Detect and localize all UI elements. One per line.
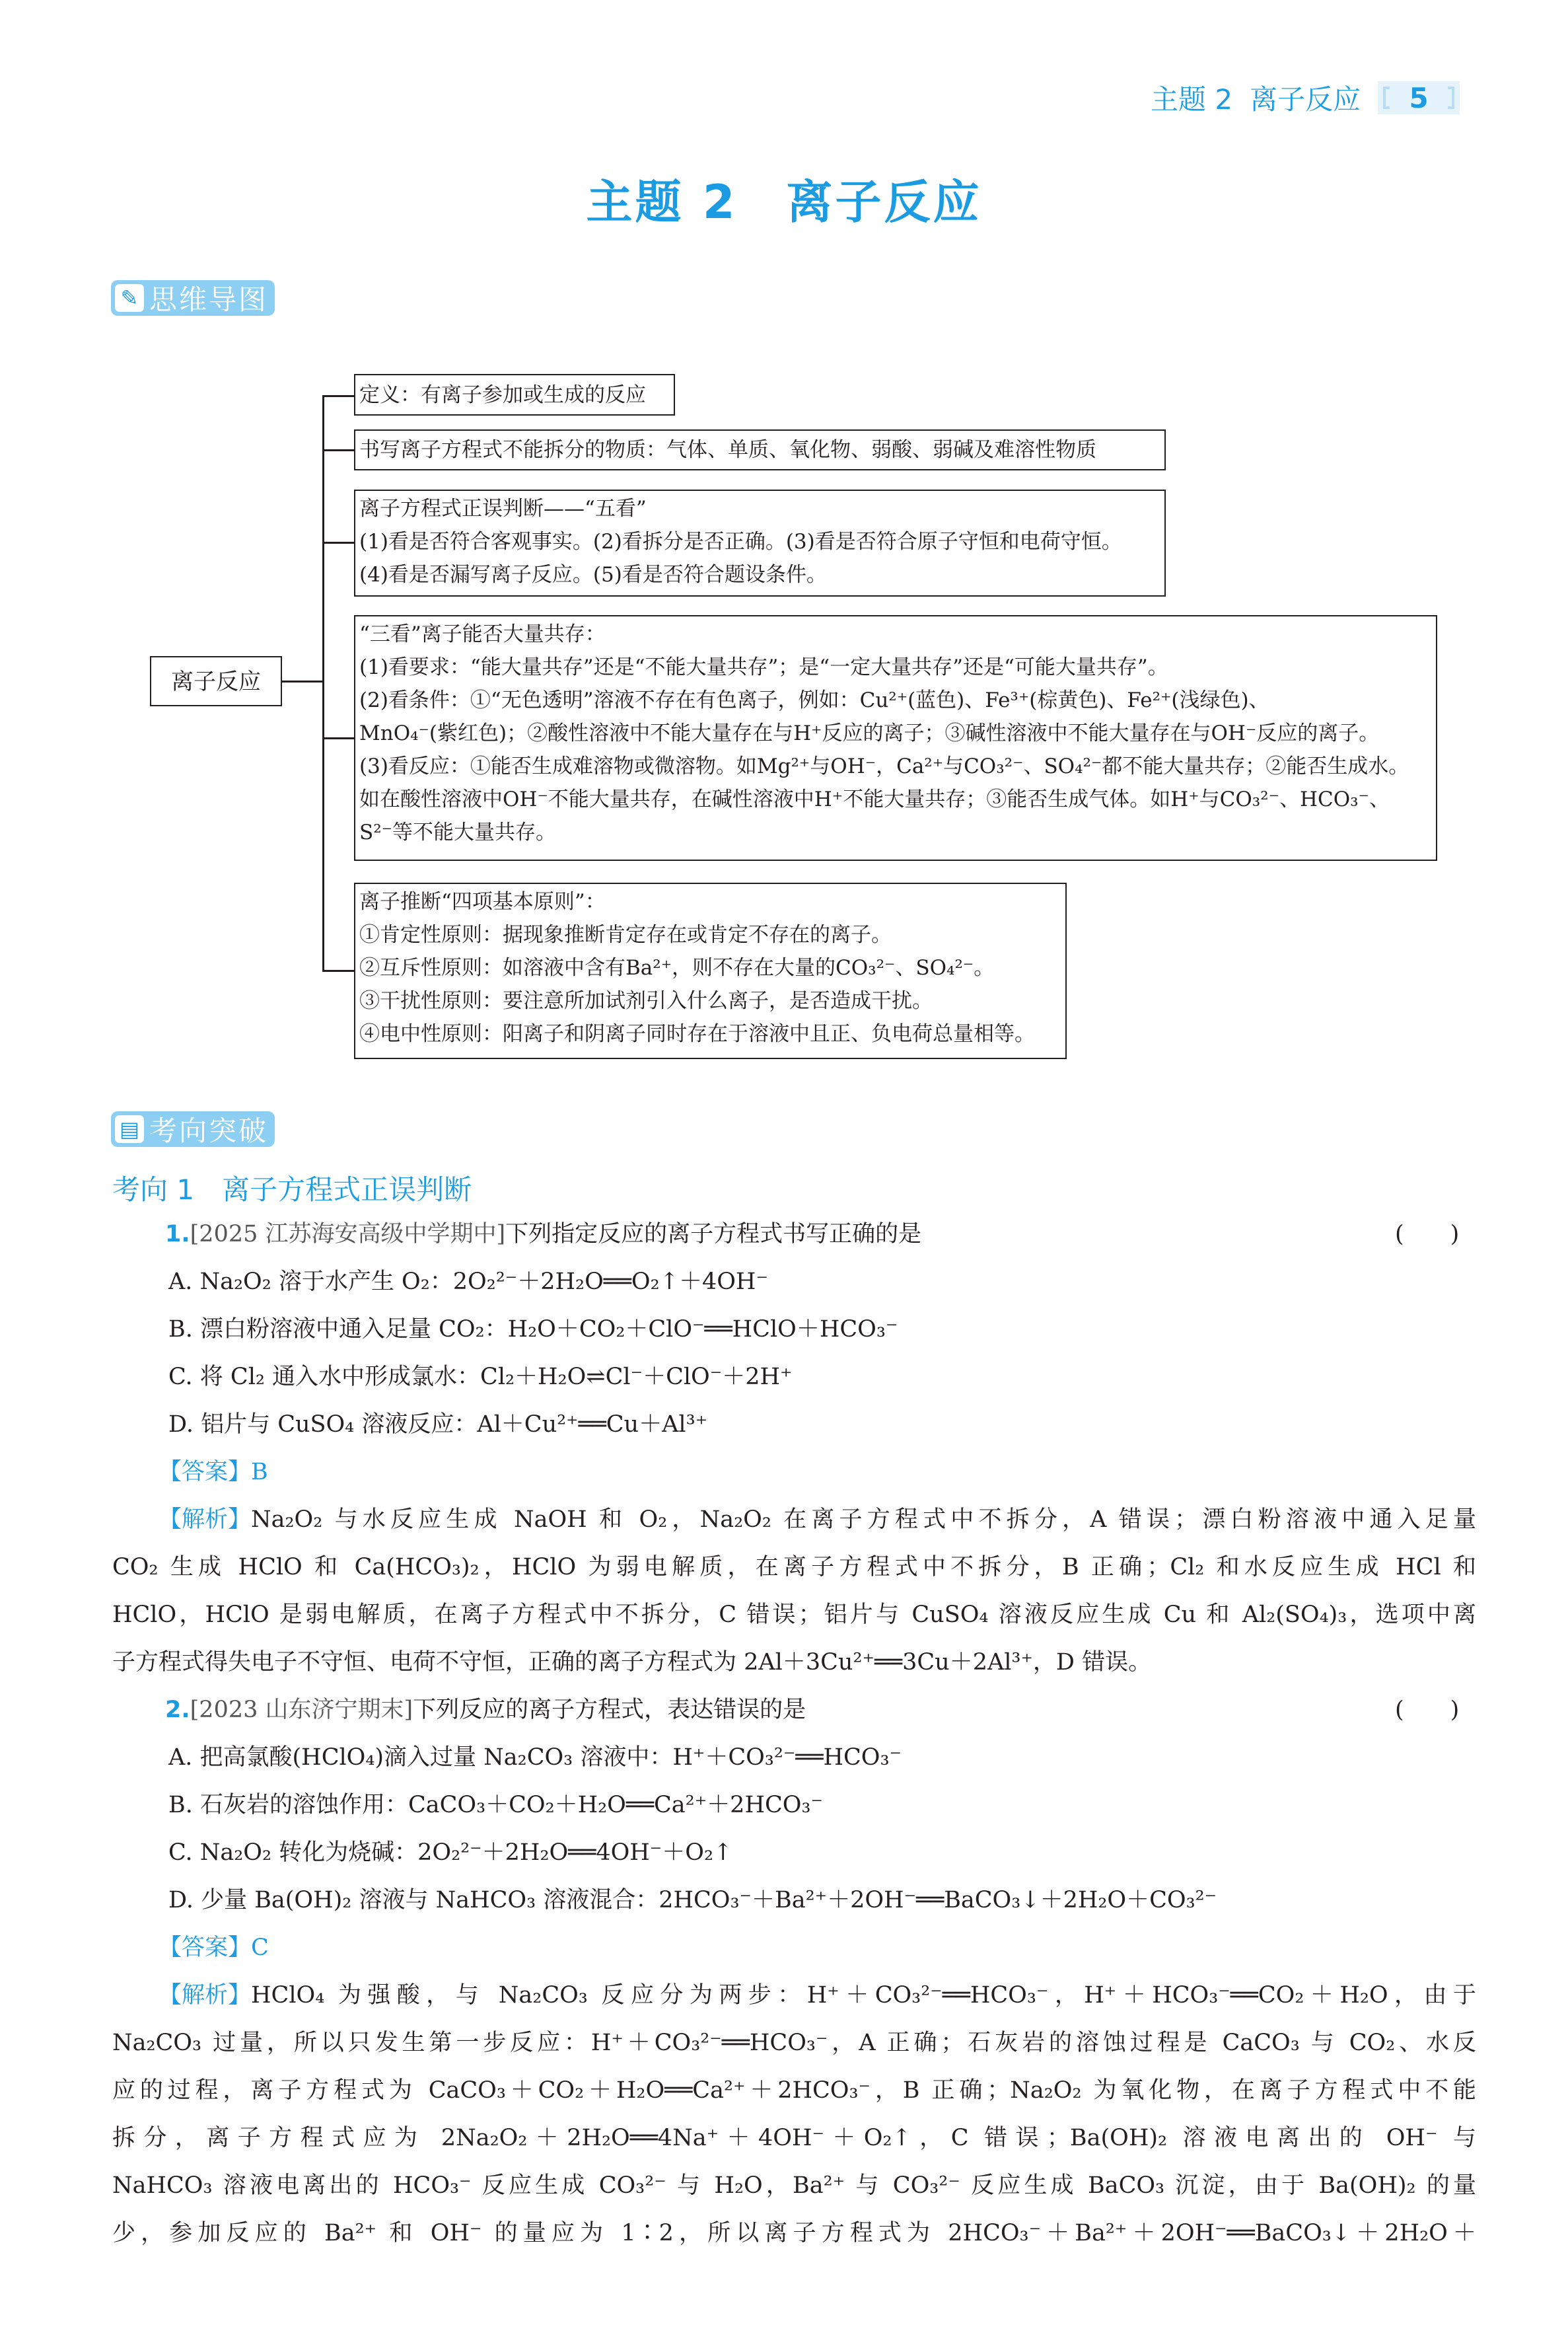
box-line: 离子方程式正误判断——“五看” bbox=[359, 497, 647, 521]
analysis-line: 少，参加反应的 Ba²⁺ 和 OH⁻ 的量应为 1∶2，所以离子方程式为 2HCO₃⁻＋Ba²⁺＋2OH⁻══BaCO₃↓＋2H₂O＋ bbox=[112, 2220, 1476, 2246]
box-line: S²⁻等不能大量共存。 bbox=[359, 821, 557, 844]
box-line: (1)看是否符合客观事实。(2)看拆分是否正确。(3)看是否符合原子守恒和电荷守恒。 bbox=[359, 530, 1122, 554]
question-number: 1. bbox=[165, 1221, 190, 1247]
mindmap-definition: 定义：有离子参加或生成的反应 bbox=[354, 374, 675, 416]
connector bbox=[322, 970, 354, 972]
page-title: 主题 2 离子反应 bbox=[586, 175, 982, 229]
page-number: 5 bbox=[1378, 81, 1460, 114]
answer bbox=[159, 1924, 269, 1972]
question-text: 下列反应的离子方程式，表达错误的是 bbox=[413, 1697, 806, 1723]
option-b: B. 漂白粉溶液中通入足量 CO₂：H₂O＋CO₂＋ClO⁻══HClO＋HCO₃⁻ bbox=[168, 1316, 898, 1343]
connector bbox=[322, 737, 354, 739]
mindmap-no-split: 书写离子方程式不能拆分的物质：气体、单质、氧化物、弱酸、弱碱及难溶性物质 bbox=[354, 429, 1166, 470]
analysis-line: 应的过程，离子方程式为 CaCO₃＋CO₂＋H₂O══Ca²⁺＋2HCO₃⁻，B 正确；Na₂O₂ 为氧化物，在离子方程式中不能 bbox=[112, 2077, 1476, 2104]
analysis-label: 【解析】 bbox=[159, 1982, 252, 2009]
option-a: A. Na₂O₂ 溶于水产生 O₂：2O₂²⁻＋2H₂O══O₂↑＋4OH⁻ bbox=[168, 1269, 768, 1295]
connector bbox=[322, 395, 354, 397]
analysis-line: NaHCO₃ 溶液电离出的 HCO₃⁻ 反应生成 CO₃²⁻ 与 H₂O，Ba²⁺ 与 CO₃²⁻ 反应生成 BaCO₃ 沉淀，由于 Ba(OH)₂ 的量 bbox=[112, 2172, 1476, 2199]
question-source: [2025 江苏海安高级中学期中] bbox=[190, 1221, 506, 1247]
pencil-icon: ✎ bbox=[115, 284, 144, 312]
mindmap-five-checks bbox=[354, 490, 1166, 597]
header-name: 离子反应 bbox=[1250, 83, 1361, 116]
section-heading: 考向 1 离子方程式正误判断 bbox=[112, 1173, 472, 1206]
analysis-label: 【解析】 bbox=[159, 1506, 252, 1533]
option-c: C. 将 Cl₂ 通入水中形成氯水：Cl₂＋H₂O⇌Cl⁻＋ClO⁻＋2H⁺ bbox=[168, 1364, 793, 1390]
question-number: 2. bbox=[165, 1697, 190, 1723]
running-header bbox=[1151, 78, 1460, 118]
box-line: ②互斥性原则：如溶液中含有Ba²⁺，则不存在大量的CO₃²⁻、SO₄²⁻。 bbox=[359, 956, 995, 980]
analysis-line: HClO，HClO 是弱电解质，在离子方程式中不拆分，C 错误；铝片与 CuSO₄ 溶液反应生成 Cu 和 Al₂(SO₄)₃，选项中离 bbox=[112, 1602, 1476, 1628]
header-topic: 主题 2 bbox=[1151, 83, 1233, 116]
box-line: (1)看要求：“能大量共存”还是“不能大量共存”；是“一定大量共存”还是“可能大量共存”。 bbox=[359, 655, 1168, 679]
answer-value: C bbox=[251, 1935, 269, 1961]
box-line: 如在酸性溶液中OH⁻不能大量共存，在碱性溶液中H⁺不能大量共存；③能否生成气体。如H⁺与CO₃²⁻、HCO₃⁻、 bbox=[359, 788, 1390, 811]
analysis-text: Na₂O₂ 与水反应生成 NaOH 和 O₂，Na₂O₂ 在离子方程式中不拆分，A 错误；漂白粉溶液中通入足量 bbox=[251, 1506, 1476, 1533]
analysis-line bbox=[159, 1496, 1476, 1543]
analysis-line bbox=[159, 1972, 1476, 2019]
connector bbox=[322, 395, 324, 971]
answer-blank: ( ) bbox=[1395, 1221, 1460, 1247]
box-line: ④电中性原则：阳离子和阴离子同时存在于溶液中且正、负电荷总量相等。 bbox=[359, 1022, 1035, 1046]
answer bbox=[159, 1448, 268, 1496]
analysis-line: Na₂CO₃ 过量，所以只发生第一步反应：H⁺＋CO₃²⁻══HCO₃⁻，A 正确；石灰岩的溶蚀过程是 CaCO₃ 与 CO₂、水反 bbox=[112, 2030, 1476, 2056]
question-2-stem bbox=[165, 1686, 806, 1734]
mindmap-badge-label: 思维导图 bbox=[149, 283, 269, 316]
mindmap-coexistence bbox=[354, 615, 1437, 861]
option-a: A. 把高氯酸(HClO₄)滴入过量 Na₂CO₃ 溶液中：H⁺＋CO₃²⁻══HCO₃⁻ bbox=[168, 1744, 902, 1771]
question-1-stem bbox=[165, 1210, 921, 1258]
option-d: D. 铝片与 CuSO₄ 溶液反应：Al＋Cu²⁺══Cu＋Al³⁺ bbox=[168, 1411, 708, 1438]
answer-label: 【答案】 bbox=[159, 1459, 252, 1485]
answer-label: 【答案】 bbox=[159, 1935, 252, 1961]
analysis-line: CO₂ 生成 HClO 和 Ca(HCO₃)₂，HClO 为弱电解质，在离子方程式中不拆分，B 正确；Cl₂ 和水反应生成 HCl 和 bbox=[112, 1554, 1476, 1580]
option-b: B. 石灰岩的溶蚀作用：CaCO₃＋CO₂＋H₂O══Ca²⁺＋2HCO₃⁻ bbox=[168, 1792, 823, 1818]
box-line: ③干扰性原则：要注意所加试剂引入什么离子，是否造成干扰。 bbox=[359, 989, 933, 1013]
mindmap-inference bbox=[354, 883, 1067, 1059]
section-badge-label: 考向突破 bbox=[149, 1115, 269, 1147]
box-line: 离子推断“四项基本原则”： bbox=[359, 890, 606, 914]
box-line: (4)看是否漏写离子反应。(5)看是否符合题设条件。 bbox=[359, 563, 827, 587]
box-line: (3)看反应：①能否生成难溶物或微溶物。如Mg²⁺与OH⁻，Ca²⁺与CO₃²⁻、SO₄²⁻都不能大量共存；②能否生成水。 bbox=[359, 755, 1409, 778]
analysis-text: HClO₄ 为强酸，与 Na₂CO₃ 反应分为两步：H⁺＋CO₃²⁻══HCO₃⁻，H⁺＋HCO₃⁻══CO₂＋H₂O，由于 bbox=[251, 1982, 1476, 2009]
box-line: ①肯定性原则：据现象推断肯定存在或肯定不存在的离子。 bbox=[359, 923, 892, 947]
question-text: 下列指定反应的离子方程式书写正确的是 bbox=[505, 1221, 922, 1247]
connector bbox=[282, 681, 323, 683]
analysis-line: 拆分，离子方程式应为 2Na₂O₂＋2H₂O══4Na⁺＋4OH⁻＋O₂↑，C 错误；Ba(OH)₂ 溶液电离出的 OH⁻ 与 bbox=[112, 2125, 1476, 2151]
section-badge bbox=[111, 1111, 275, 1147]
box-line: (2)看条件：①“无色透明”溶液不存在有色离子，例如：Cu²⁺(蓝色)、Fe³⁺(棕黄色)、Fe²⁺(浅绿色)、 bbox=[359, 688, 1269, 712]
connector bbox=[322, 449, 354, 451]
analysis-line: 子方程式得失电子不守恒、电荷不守恒，正确的离子方程式为 2Al＋3Cu²⁺══3Cu＋2Al³⁺，D 错误。 bbox=[112, 1649, 1152, 1676]
mindmap-badge bbox=[111, 280, 275, 316]
option-d: D. 少量 Ba(OH)₂ 溶液与 NaHCO₃ 溶液混合：2HCO₃⁻＋Ba²⁺＋2OH⁻══BaCO₃↓＋2H₂O＋CO₃²⁻ bbox=[168, 1887, 1217, 1913]
connector bbox=[322, 542, 354, 544]
box-line: “三看”离子能否大量共存： bbox=[359, 622, 606, 646]
answer-value: B bbox=[251, 1459, 268, 1485]
answer-blank: ( ) bbox=[1395, 1697, 1460, 1723]
book-icon: ▤ bbox=[115, 1115, 144, 1143]
box-line: MnO₄⁻(紫红色)；②酸性溶液中不能大量存在与H⁺反应的离子；③碱性溶液中不能大量存在与OH⁻反应的离子。 bbox=[359, 721, 1380, 745]
mindmap-root: 离子反应 bbox=[150, 656, 282, 706]
question-source: [2023 山东济宁期末] bbox=[190, 1697, 413, 1723]
option-c: C. Na₂O₂ 转化为烧碱：2O₂²⁻＋2H₂O══4OH⁻＋O₂↑ bbox=[168, 1839, 733, 1866]
